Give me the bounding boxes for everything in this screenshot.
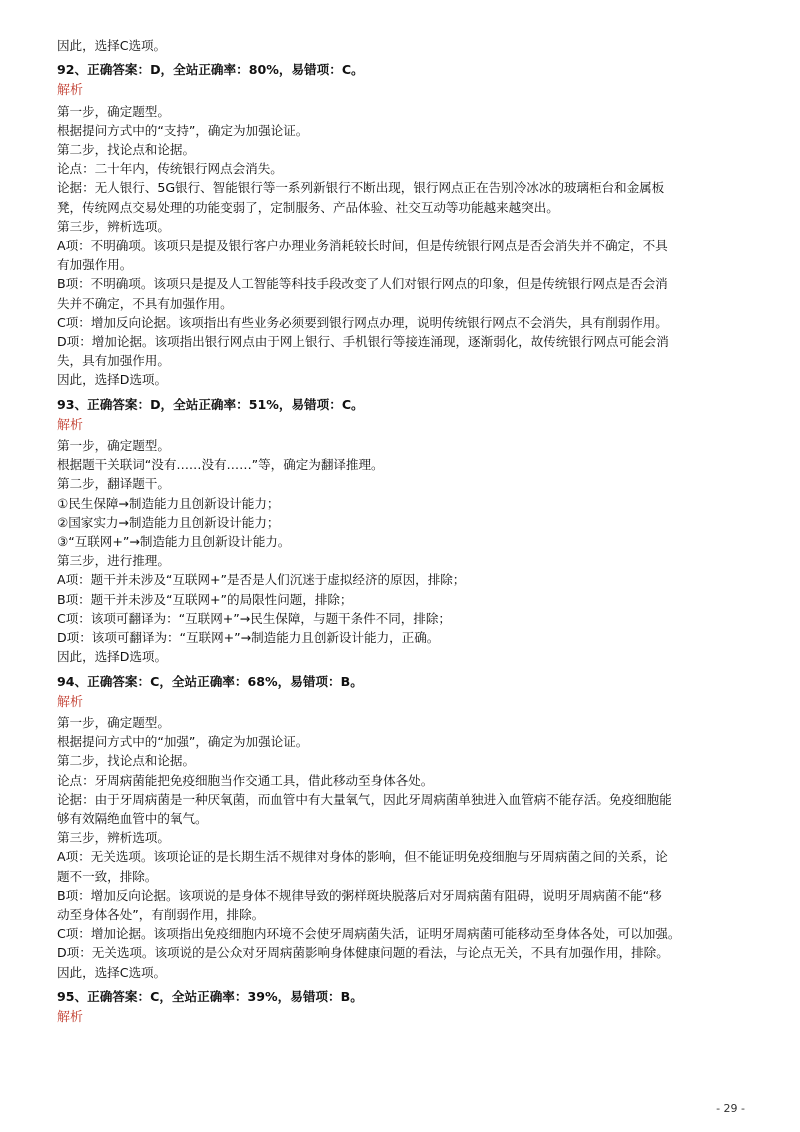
analysis-text-line: B项：题干并未涉及“互联网+”的局限性问题，排除； [57,591,353,607]
analysis-text-line: 有加强作用。 [57,257,133,273]
question-block [57,672,747,982]
analysis-text-line: 凳，传统网点交易处理的功能变弱了，定制服务、产品体验、社交互动等功能越来越突出。 [57,199,559,215]
document-content [57,36,747,1028]
analysis-text-line: 题不一致，排除。 [57,868,158,884]
answer-details: C，全站正确率：39%，易错项：B。 [150,988,363,1004]
analysis-text-line: B项：不明确项。该项只是提及人工智能等科技手段改变了人们对银行网点的印象，但是传统银行网点是否会消 [57,276,668,292]
answer-heading: 92、正确答案： [57,62,151,78]
intro-line: 因此，选择C选项。 [57,38,167,53]
analysis-text-line: ③“互联网+”→制造能力且创新设计能力。 [57,534,291,550]
analysis-text-line: D项：增加论据。该项指出银行网点由于网上银行、手机银行等接连涌现，逐渐弱化，故传统银行网点可能会消 [57,334,669,350]
analysis-text-line: 因此，选择D选项。 [57,372,167,388]
analysis-text-line: 第三步，辨析选项。 [57,830,170,846]
analysis-text-line: 论据：由于牙周病菌是一种厌氧菌，而血管中有大量氧气，因此牙周病菌单独进入血管病不能存活。免疫细胞能 [57,791,672,807]
analysis-text-line: ①民生保障→制造能力且创新设计能力； [57,495,280,511]
analysis-text-line: 根据提问方式中的“加强”，确定为加强论证。 [57,734,309,750]
analysis-text-line: C项：增加反向论据。该项指出有些业务必须要到银行网点办理，说明传统银行网点不会消失，具有削弱作用。 [57,314,668,330]
analysis-text-line: ②国家实力→制造能力且创新设计能力； [57,514,280,530]
page-number: - 29 - [716,1102,745,1115]
question-block [57,395,747,667]
analysis-text-line: 第一步，确定题型。 [57,103,170,119]
analysis-text-line: C项：该项可翻译为：“互联网+”→民生保障，与题干条件不同，排除； [57,610,451,626]
analysis-text-line: 失，具有加强作用。 [57,353,170,369]
question-block [57,60,747,389]
analysis-text-line: 论据：无人银行、5G银行、智能银行等一系列新银行不断出现，银行网点正在告别冷冰冰的玻璃柜台和金属板 [57,180,665,196]
analysis-text-line: 因此，选择C选项。 [57,964,167,980]
analysis-text-line: 第二步，找论点和论据。 [57,142,195,158]
analysis-text-line: 第二步，找论点和论据。 [57,753,195,769]
analysis-text-line: 第一步，确定题型。 [57,714,170,730]
analysis-text-line: 根据提问方式中的“支持”，确定为加强论证。 [57,122,309,138]
answer-heading: 95、正确答案： [57,988,151,1004]
answer-details: D，全站正确率：51%，易错项：C。 [150,396,364,412]
analysis-text-line: 动至身体各处”，有削弱作用，排除。 [57,906,265,922]
analysis-text-line: A项：无关选项。该项论证的是长期生活不规律对身体的影响，但不能证明免疫细胞与牙周病菌之间的关系，论 [57,849,668,865]
analysis-text-line: 失并不确定，不具有加强作用。 [57,295,233,311]
analysis-label: 解析 [57,83,84,99]
analysis-text-line: D项：该项可翻译为：“互联网+”→制造能力且创新设计能力，正确。 [57,630,440,646]
answer-heading: 93、正确答案： [57,396,151,412]
analysis-text-line: A项：题干并未涉及“互联网+”是否是人们沉迷于虚拟经济的原因，排除； [57,572,466,588]
answer-heading: 94、正确答案： [57,673,151,689]
analysis-text-line: 第三步，辨析选项。 [57,218,170,234]
answer-line [57,987,747,1006]
analysis-text-line: C项：增加论据。该项指出免疫细胞内环境不会使牙周病菌失活，证明牙周病菌可能移动至身体各处，可以加强。 [57,926,681,942]
analysis-text-line: A项：不明确项。该项只是提及银行客户办理业务消耗较长时间，但是传统银行网点是否会消失并不确定，不具 [57,238,668,254]
answer-line [57,672,747,691]
analysis-text-line: 根据题干关联词“没有……没有……”等，确定为翻译推理。 [57,457,384,473]
analysis-text-line: 够有效隔绝血管中的氧气。 [57,810,208,826]
analysis-text-line: 第三步，进行推理。 [57,553,170,569]
analysis-text-line: 论点：二十年内，传统银行网点会消失。 [57,161,283,177]
question-block [57,987,747,1027]
analysis-label: 解析 [57,694,84,710]
analysis-text-line: 论点：牙周病菌能把免疫细胞当作交通工具，借此移动至身体各处。 [57,772,434,788]
analysis-text-line: 因此，选择D选项。 [57,649,167,665]
analysis-text-line: 第二步，翻译题干。 [57,476,170,492]
analysis-text-line: 第一步，确定题型。 [57,438,170,454]
analysis-label: 解析 [57,417,84,433]
answer-details: C，全站正确率：68%，易错项：B。 [150,673,363,689]
answer-details: D，全站正确率：80%，易错项：C。 [150,62,364,78]
analysis-text-line: D项：无关选项。该项说的是公众对牙周病菌影响身体健康问题的看法，与论点无关，不具有加强作用，排除。 [57,945,669,961]
analysis-label: 解析 [57,1009,84,1025]
answer-line [57,395,747,414]
analysis-text-line: B项：增加反向论据。该项说的是身体不规律导致的粥样斑块脱落后对牙周病菌有阻碍，说明牙周病菌不能“移 [57,887,662,903]
question-list [57,60,747,1027]
answer-line [57,60,747,79]
